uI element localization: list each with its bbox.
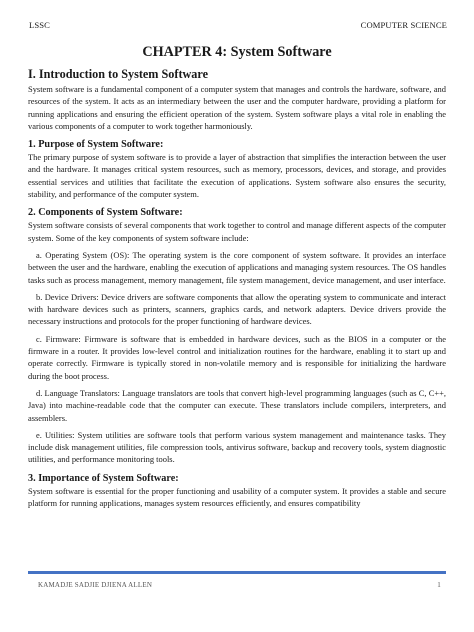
component-item-device-drivers: b. Device Drivers: Device drivers are software components that allow the operating system to communicate and interact with hardware devices such as printers, scanners, graphics cards, and network adapters. Device drivers provide the necessary instructions and protocols for the proper functioning of hardware devices.	[28, 291, 446, 327]
heading-purpose: 1. Purpose of System Software:	[28, 139, 164, 151]
component-item-firmware: c. Firmware: Firmware is software that is embedded in hardware devices, such as the BIOS in a computer or the firmware in a router. It provides low-level control and initialization routines for the hardware, enabling it to start up and operate correctly. Firmware is typically stored in non-volatile memory and is responsible for initializing the hardware during the boot process.	[28, 333, 446, 381]
header-right: COMPUTER SCIENCE	[360, 20, 447, 30]
footer-author: KAMADJE SADJIE DJIENA ALLEN	[38, 581, 153, 589]
chapter-title: CHAPTER 4: System Software	[142, 44, 332, 60]
heading-components: 2. Components of System Software:	[28, 207, 183, 219]
page-body	[28, 44, 446, 509]
header-left: LSSC	[29, 20, 50, 30]
components-intro-paragraph: System software consists of several components that work together to control and manage different aspects of the computer system. Some of the key components of system software include:	[28, 220, 446, 243]
page-number: 1	[437, 581, 441, 589]
footer-rule	[28, 571, 446, 574]
purpose-paragraph: The primary purpose of system software is to provide a layer of abstraction that simplifies the interaction between the user and the hardware. It manages critical system resources, such as memory, processors, devices, and storage, and provides essential services and utilities that facilitate the execution of applications. System software also ensures the security, stability, and performance of the computer system.	[28, 152, 446, 200]
section-title-introduction: I. Introduction to System Software	[28, 67, 208, 81]
introduction-paragraph: System software is a fundamental component of a computer system that manages and controls the hardware, software, and resources of the system. It acts as an intermediary between the user and the computer hardware, providing a platform for running applications and ensuring the efficient operation of the system. System software plays a vital role in enabling the various components of a computer to work together harmoniously.	[28, 84, 446, 131]
importance-paragraph: System software is essential for the proper functioning and usability of a computer system. It provides a stable and secure platform for running applications, manages system resources efficiently, and ensures compatibility	[28, 485, 446, 509]
component-item-utilities: e. Utilities: System utilities are software tools that perform various system management and maintenance tasks. They include disk management utilities, file compression tools, antivirus software, backup and recovery tools, system diagnostic utilities, and performance monitoring tools.	[28, 429, 446, 465]
component-item-language-translators: d. Language Translators: Language translators are tools that convert high-level programming languages (such as C, C++, Java) into machine-readable code that the computer can execute. These translators include compilers, interpreters, and assemblers.	[28, 387, 446, 423]
heading-importance: 3. Importance of System Software:	[28, 472, 179, 484]
component-item-operating-system: a. Operating System (OS): The operating system is the core component of system software. It provides an interface between the user and the hardware, enabling the execution of applications and managing system resources. The OS handles tasks such as process management, memory management, file system management, device management, and user interface.	[28, 249, 446, 285]
